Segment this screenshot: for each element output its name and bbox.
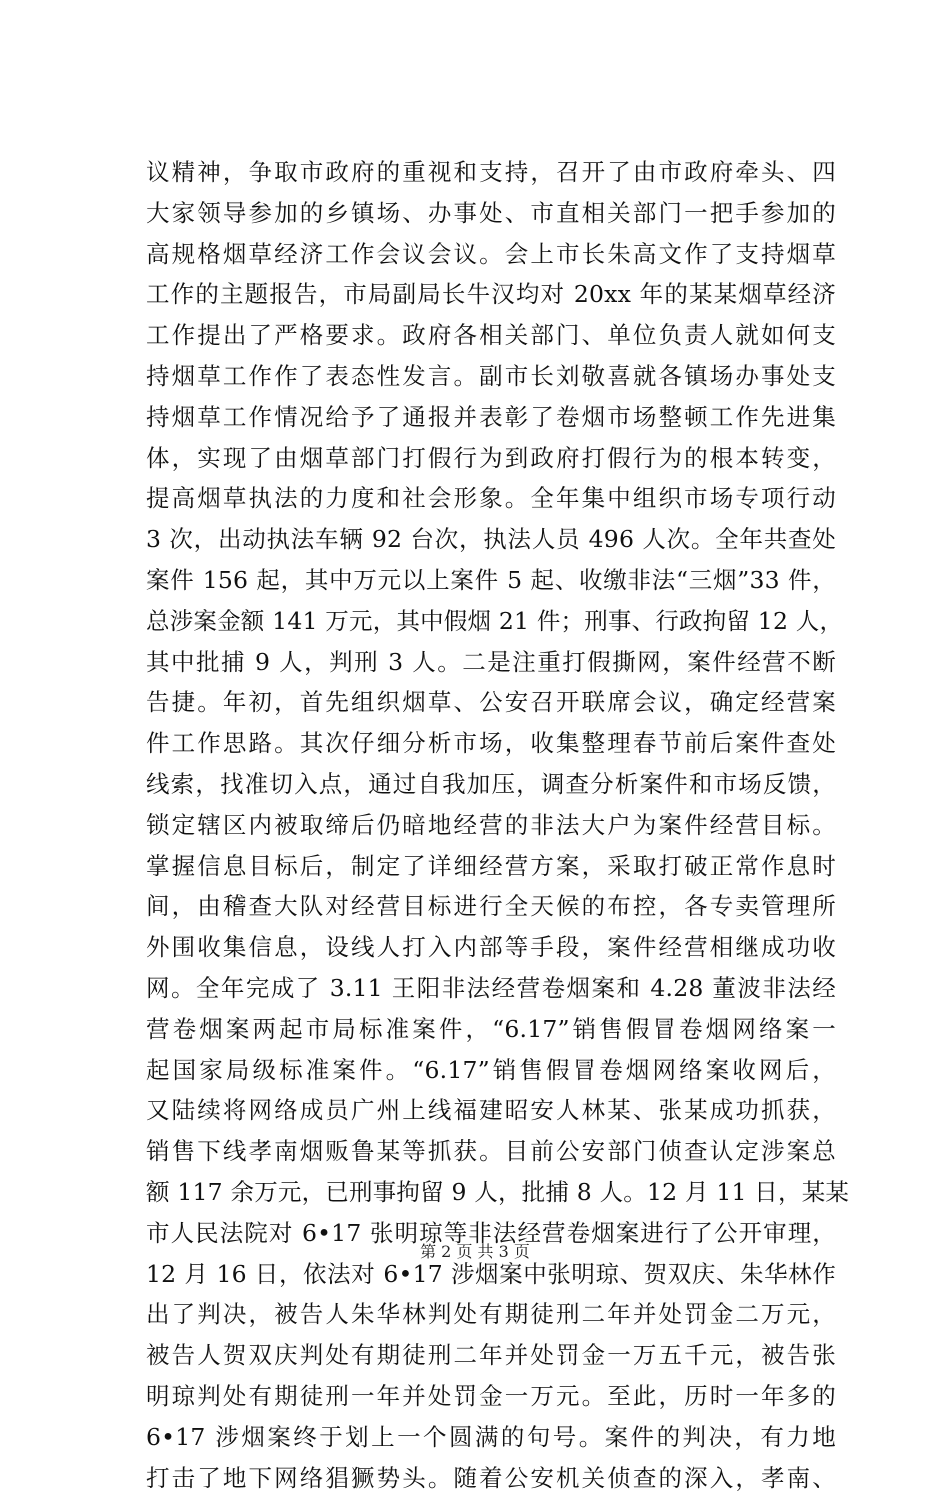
text-line: 总涉案金额 141 万元，其中假烟 21 件；刑事、行政拘留 12 人， (146, 601, 836, 642)
text-line: 12 月 16 日，依法对 6•17 涉烟案中张明琼、贺双庆、朱华林作 (146, 1254, 836, 1295)
text-line: 高规格烟草经济工作会议会议。会上市长朱高文作了支持烟草 (146, 234, 836, 275)
text-line: 告捷。年初，首先组织烟草、公安召开联席会议，确定经营案 (146, 682, 836, 723)
text-line: 市人民法院对 6•17 张明琼等非法经营卷烟案进行了公开审理， (146, 1213, 836, 1254)
text-line: 提高烟草执法的力度和社会形象。全年集中组织市场专项行动 (146, 478, 836, 519)
text-line: 体，实现了由烟草部门打假行为到政府打假行为的根本转变， (146, 438, 836, 479)
text-line: 明琼判处有期徒刑一年并处罚金一万元。至此，历时一年多的 (146, 1376, 836, 1417)
text-line: 销售下线孝南烟贩鲁某等抓获。目前公安部门侦查认定涉案总 (146, 1131, 836, 1172)
text-line: 额 117 余万元，已刑事拘留 9 人，批捕 8 人。12 月 11 日，某某 (146, 1172, 836, 1213)
text-line: 锁定辖区内被取缔后仍暗地经营的非法大户为案件经营目标。 (146, 805, 836, 846)
text-line: 案件 156 起，其中万元以上案件 5 起、收缴非法“三烟”33 件， (146, 560, 836, 601)
text-line: 打击了地下网络猖獗势头。随着公安机关侦查的深入，孝南、 (146, 1458, 836, 1498)
text-line: 外围收集信息，设线人打入内部等手段，案件经营相继成功收 (146, 927, 836, 968)
text-line: 线索，找准切入点，通过自我加压，调查分析案件和市场反馈， (146, 764, 836, 805)
document-body (146, 152, 836, 1498)
text-line: 议精神，争取市政府的重视和支持，召开了由市政府牵头、四 (146, 152, 836, 193)
text-line: 营卷烟案两起市局标准案件，“6.17”销售假冒卷烟网络案一 (146, 1009, 836, 1050)
text-line: 掌握信息目标后，制定了详细经营方案，采取打破正常作息时 (146, 846, 836, 887)
text-line: 3 次，出动执法车辆 92 台次，执法人员 496 人次。全年共查处 (146, 519, 836, 560)
text-line: 出了判决，被告人朱华林判处有期徒刑二年并处罚金二万元， (146, 1294, 836, 1335)
text-line: 持烟草工作作了表态性发言。副市长刘敬喜就各镇场办事处支 (146, 356, 836, 397)
text-line: 工作提出了严格要求。政府各相关部门、单位负责人就如何支 (146, 315, 836, 356)
text-line: 持烟草工作情况给予了通报并表彰了卷烟市场整顿工作先进集 (146, 397, 836, 438)
text-line: 被告人贺双庆判处有期徒刑二年并处罚金一万五千元，被告张 (146, 1335, 836, 1376)
text-line: 间，由稽查大队对经营目标进行全天候的布控，各专卖管理所 (146, 886, 836, 927)
text-line: 工作的主题报告，市局副局长牛汉均对 20xx 年的某某烟草经济 (146, 274, 836, 315)
text-line: 其中批捕 9 人，判刑 3 人。二是注重打假撕网，案件经营不断 (146, 642, 836, 683)
text-line: 又陆续将网络成员广州上线福建昭安人林某、张某成功抓获， (146, 1090, 836, 1131)
text-line: 大家领导参加的乡镇场、办事处、市直相关部门一把手参加的 (146, 193, 836, 234)
text-line: 6•17 涉烟案终于划上一个圆满的句号。案件的判决，有力地 (146, 1417, 836, 1458)
page-footer: 第 2 页 共 3 页 (0, 1240, 950, 1264)
text-line: 网。全年完成了 3.11 王阳非法经营卷烟案和 4.28 董波非法经 (146, 968, 836, 1009)
text-line: 件工作思路。其次仔细分析市场，收集整理春节前后案件查处 (146, 723, 836, 764)
text-line: 起国家局级标准案件。“6.17”销售假冒卷烟网络案收网后， (146, 1050, 836, 1091)
